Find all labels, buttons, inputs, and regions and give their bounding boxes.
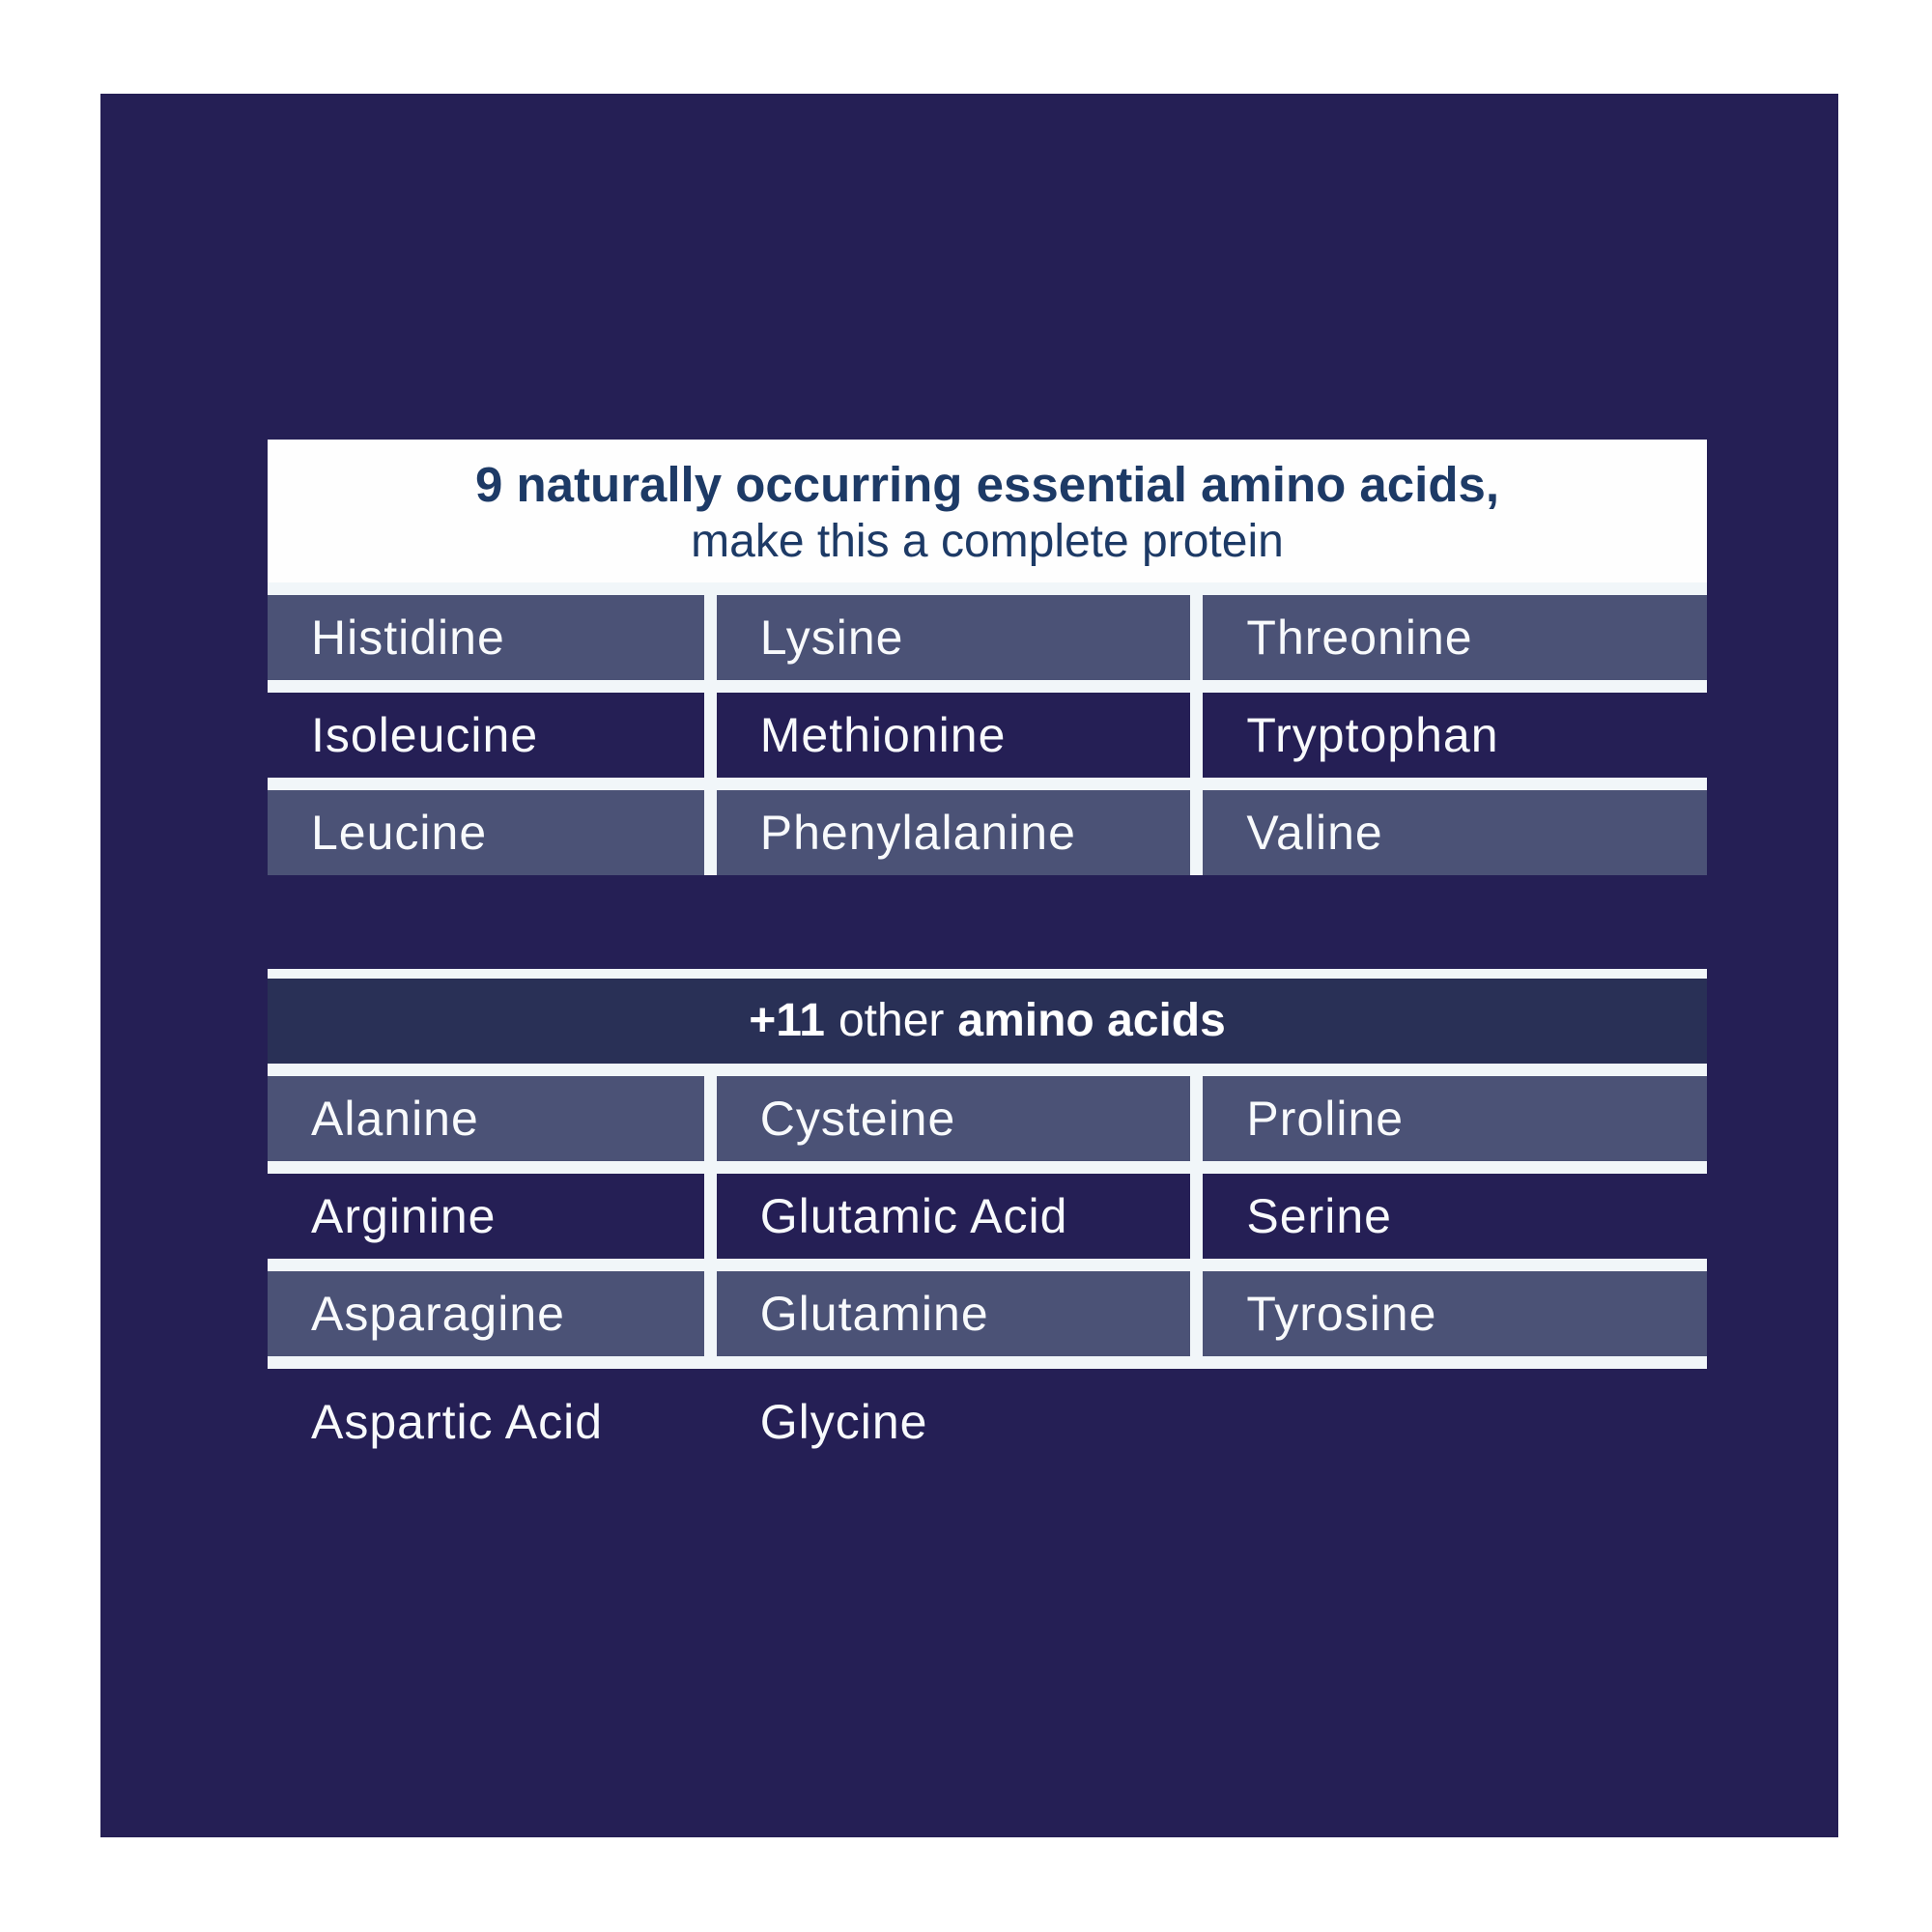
amino-acid-cell: Glycine [759,1395,928,1449]
other-amino-acids-section [268,969,1707,1465]
amino-acid-cell [1203,1378,1707,1465]
amino-acid-cell: Threonine [1203,595,1707,680]
amino-acid-cell: Arginine [268,1174,704,1259]
table-row [268,1076,1707,1161]
amino-acid-cell: Serine [1203,1174,1707,1259]
amino-acid-cell: Alanine [268,1076,704,1161]
other-table-header-count: +11 [749,995,825,1046]
table-row [268,1378,1707,1465]
table-row [268,693,1707,778]
amino-acid-cell: Glutamic Acid [717,1174,1191,1259]
other-table-header-bar [268,979,1707,1064]
essential-amino-acids-section [268,440,1707,875]
amino-acid-cell: Phenylalanine [717,790,1191,875]
other-amino-acids-table [268,969,1707,1369]
essential-amino-acids-table [268,440,1707,875]
amino-acid-cell: Methionine [717,693,1191,778]
amino-acid-cell: Lysine [717,595,1191,680]
other-table-header-middle: other [838,995,945,1046]
table-row [268,790,1707,875]
navy-panel [100,94,1838,1837]
amino-acid-cell: Cysteine [717,1076,1191,1161]
amino-acid-cell: Valine [1203,790,1707,875]
amino-acid-cell: Leucine [268,790,704,875]
essential-table-subtitle: make this a complete protein [691,516,1284,567]
amino-acid-cell: Proline [1203,1076,1707,1161]
amino-acid-cell: Aspartic Acid [311,1395,604,1449]
table-row [268,1271,1707,1356]
essential-table-title-bold: 9 naturally occurring essential amino acids, [474,457,1500,512]
table-row [268,595,1707,680]
other-table-header-label: amino acids [957,995,1226,1046]
amino-acid-cell: Tyrosine [1203,1271,1707,1356]
amino-acid-cell: Asparagine [268,1271,704,1356]
amino-acid-cell: Histidine [268,595,704,680]
amino-acid-cell: Isoleucine [268,693,704,778]
table-row [268,1174,1707,1259]
amino-acid-cell: Glutamine [717,1271,1191,1356]
amino-acid-cell: Tryptophan [1203,693,1707,778]
essential-table-title-box [268,440,1707,582]
